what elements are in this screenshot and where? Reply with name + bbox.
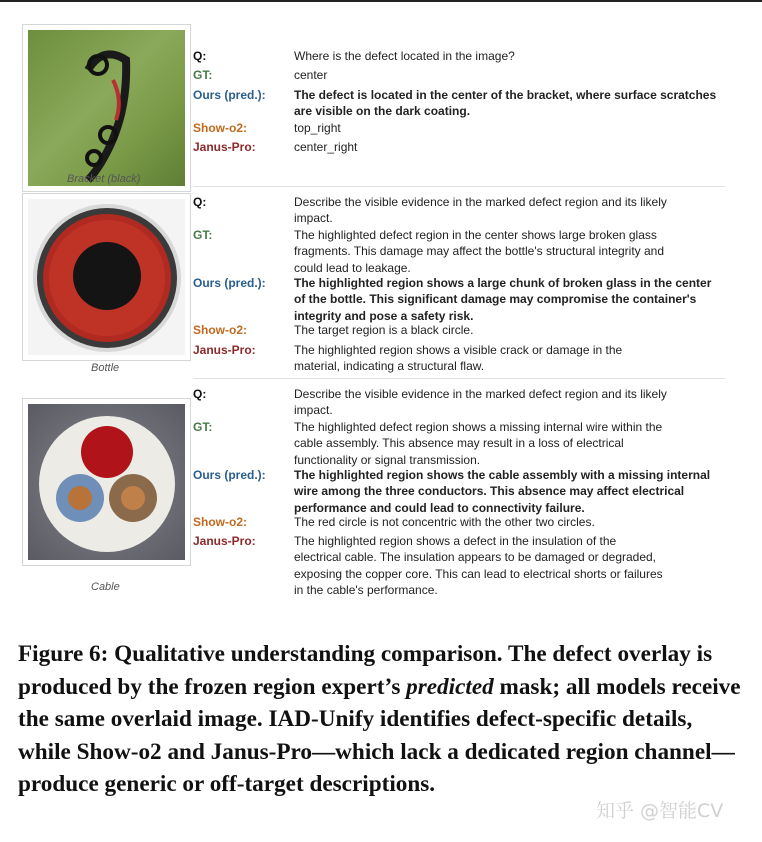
show-o2-label: Show-o2: (193, 515, 247, 529)
gt-text: center (294, 68, 328, 82)
janus-pro-label: Janus-Pro: (193, 343, 256, 357)
janus-pro-label: Janus-Pro: (193, 534, 256, 548)
figure-caption-suffix: mask; all models receive the same overlaid image. IAD-Unify identifies defect-specific details, while Show-o2 and Janus-Pro—which lack a dedicated region channel—produce generic or off-target descriptions. (18, 673, 741, 798)
bracket-image (28, 30, 185, 186)
ours-label: Ours (pred.): (193, 276, 266, 290)
row-divider (193, 378, 725, 379)
q-label: Q: (193, 49, 207, 63)
cable-thumbnail (22, 398, 191, 593)
gt-label: GT: (193, 228, 213, 242)
cable-caption: Cable (91, 581, 120, 593)
gt-text: The highlighted defect region shows a missing internal wire within the cable assembly. This absence may result in a loss of electrical functionality or signal transmission. (294, 420, 663, 467)
gt-label: GT: (193, 68, 213, 82)
janus-pro-text: The highlighted region shows a visible crack or damage in the material, indicating a structural flaw. (294, 343, 623, 374)
gt-label: GT: (193, 420, 213, 434)
top-rule (0, 0, 762, 2)
show-o2-text: The target region is a black circle. (294, 323, 474, 337)
question-text: Describe the visible evidence in the marked defect region and its likely impact. (294, 387, 667, 418)
janus-pro-text: The highlighted region shows a defect in the insulation of the electrical cable. The insulation appears to be damaged or degraded, exposing the copper core. This can lead to electrical shorts or failures in the cable's performance. (294, 534, 663, 597)
figure-caption-prefix: Figure 6: Qualitative understanding comparison. The defect overlay is produced by the frozen region expert’s (18, 641, 713, 700)
watermark: 知乎 @智能CV (596, 800, 724, 822)
show-o2-text: top_right (294, 121, 341, 135)
bracket-caption: Bracket (black) (67, 173, 141, 185)
ours-text: The defect is located in the center of the bracket, where surface scratches are visible on the dark coating. (294, 88, 717, 119)
bottle-caption: Bottle (91, 362, 120, 374)
bottle-image (28, 199, 185, 355)
gt-text: The highlighted defect region in the center shows large broken glass fragments. This damage may affect the bottle's structural integrity and could lead to leakage. (294, 228, 665, 275)
ours-label: Ours (pred.): (193, 88, 266, 102)
show-o2-label: Show-o2: (193, 323, 247, 337)
ours-label: Ours (pred.): (193, 468, 266, 482)
question-text: Where is the defect located in the image? (294, 49, 515, 63)
question-text: Describe the visible evidence in the marked defect region and its likely impact. (294, 195, 667, 226)
figure-caption-emphasis: predicted (406, 673, 494, 700)
row-divider (193, 186, 725, 187)
ours-text: The highlighted region shows a large chunk of broken glass in the center of the bottle. This significant damage may compromise the container's integrity and pose a safety risk. (294, 276, 712, 323)
ours-text: The highlighted region shows the cable assembly with a missing internal wire among the three conductors. This absence may affect electrical performance and could lead to connectivity failure. (294, 468, 711, 515)
janus-pro-text: center_right (294, 140, 358, 154)
bottle-thumbnail (22, 193, 191, 374)
show-o2-label: Show-o2: (193, 121, 247, 135)
q-label: Q: (193, 195, 207, 209)
figure-caption (18, 638, 748, 801)
q-label: Q: (193, 387, 207, 401)
bracket-thumbnail (22, 24, 191, 192)
cable-image (28, 404, 185, 560)
show-o2-text: The red circle is not concentric with the other two circles. (294, 515, 595, 529)
janus-pro-label: Janus-Pro: (193, 140, 256, 154)
